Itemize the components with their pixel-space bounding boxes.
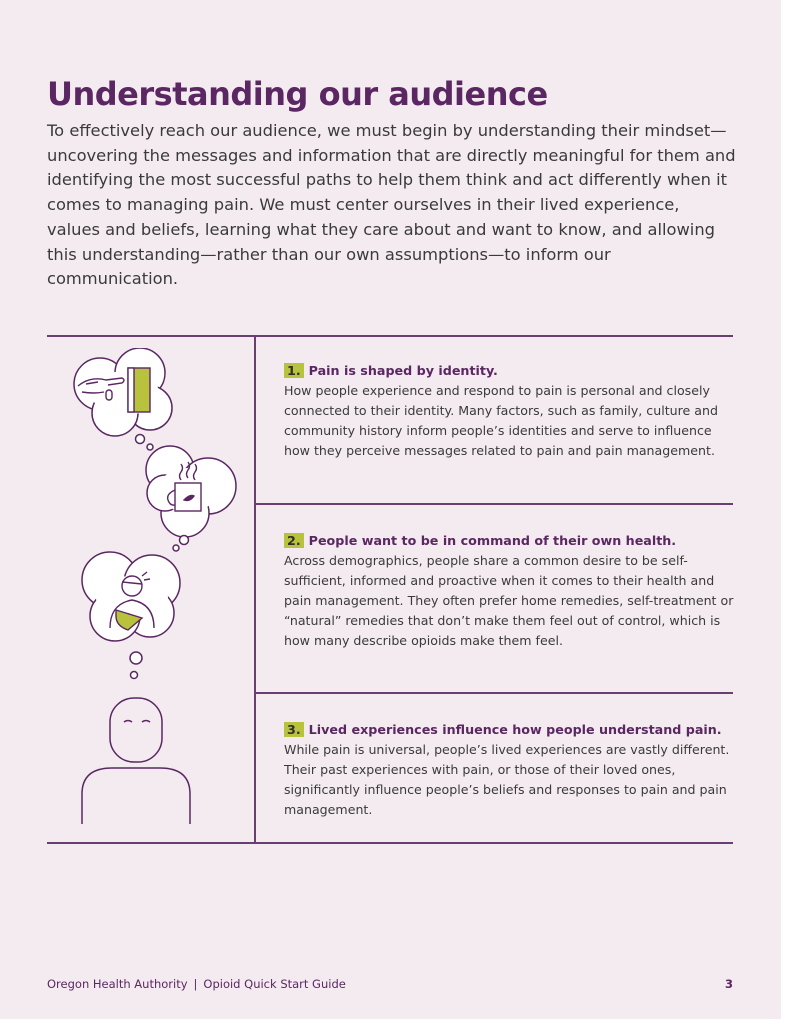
top-divider — [47, 335, 733, 337]
item-divider-1 — [255, 503, 733, 505]
intro-paragraph: To effectively reach our audience, we must begin by understanding their mindset—uncovering the messages and information that are directly meaningful for them and identifying the most successful paths to help them think and act differently when it comes to managing pain. We must center ourselves in their lived experience, values and beliefs, learning what they care about and want to know, and allowing this understanding—rather than our own assumptions—to inform our communication. — [47, 121, 736, 289]
thinking-person-illustration — [60, 348, 240, 828]
page-number: 3 — [724, 977, 733, 991]
person-icon — [82, 698, 190, 824]
item-number-badge: 2. — [284, 533, 304, 548]
footer-separator: | — [193, 977, 198, 991]
footer-org: Oregon Health Authority — [47, 977, 188, 991]
item-divider-2 — [255, 692, 733, 694]
item-number-badge: 3. — [284, 722, 304, 737]
insight-item-1 — [284, 362, 736, 461]
insight-title-2 — [284, 532, 736, 550]
item-number-badge: 1. — [284, 363, 304, 378]
insight-body-2: Across demographics, people share a common desire to be self-sufficient, informed and proactive when it comes to their health and pain management. They often prefer home remedies, self-treatment or “natural” remedies that don’t make them feel out of control, which is how many describe opioids make them feel. — [284, 553, 734, 648]
page-title: Understanding our audience — [47, 75, 548, 113]
insight-title-1 — [284, 362, 736, 380]
page-footer — [47, 976, 733, 992]
bottom-divider — [47, 842, 733, 844]
insight-body-1: How people experience and respond to pain is personal and closely connected to their identity. Many factors, such as family, culture and community history inform people’s identities and serve to influence how they perceive messages related to pain and pain management. — [284, 383, 718, 458]
insight-item-2 — [284, 532, 736, 651]
insight-item-3 — [284, 721, 736, 820]
footer-guide: Opioid Quick Start Guide — [203, 977, 346, 991]
insight-title-3 — [284, 721, 736, 739]
column-divider — [254, 336, 256, 842]
insight-heading-3: Lived experiences influence how people understand pain. — [308, 722, 722, 737]
insight-body-3: While pain is universal, people’s lived experiences are vastly different. Their past experiences with pain, or those of their loved ones, significantly influence people’s beliefs and responses to pain and pain management. — [284, 742, 730, 817]
insight-heading-2: People want to be in command of their own health. — [308, 533, 677, 548]
insight-heading-1: Pain is shaped by identity. — [308, 363, 498, 378]
